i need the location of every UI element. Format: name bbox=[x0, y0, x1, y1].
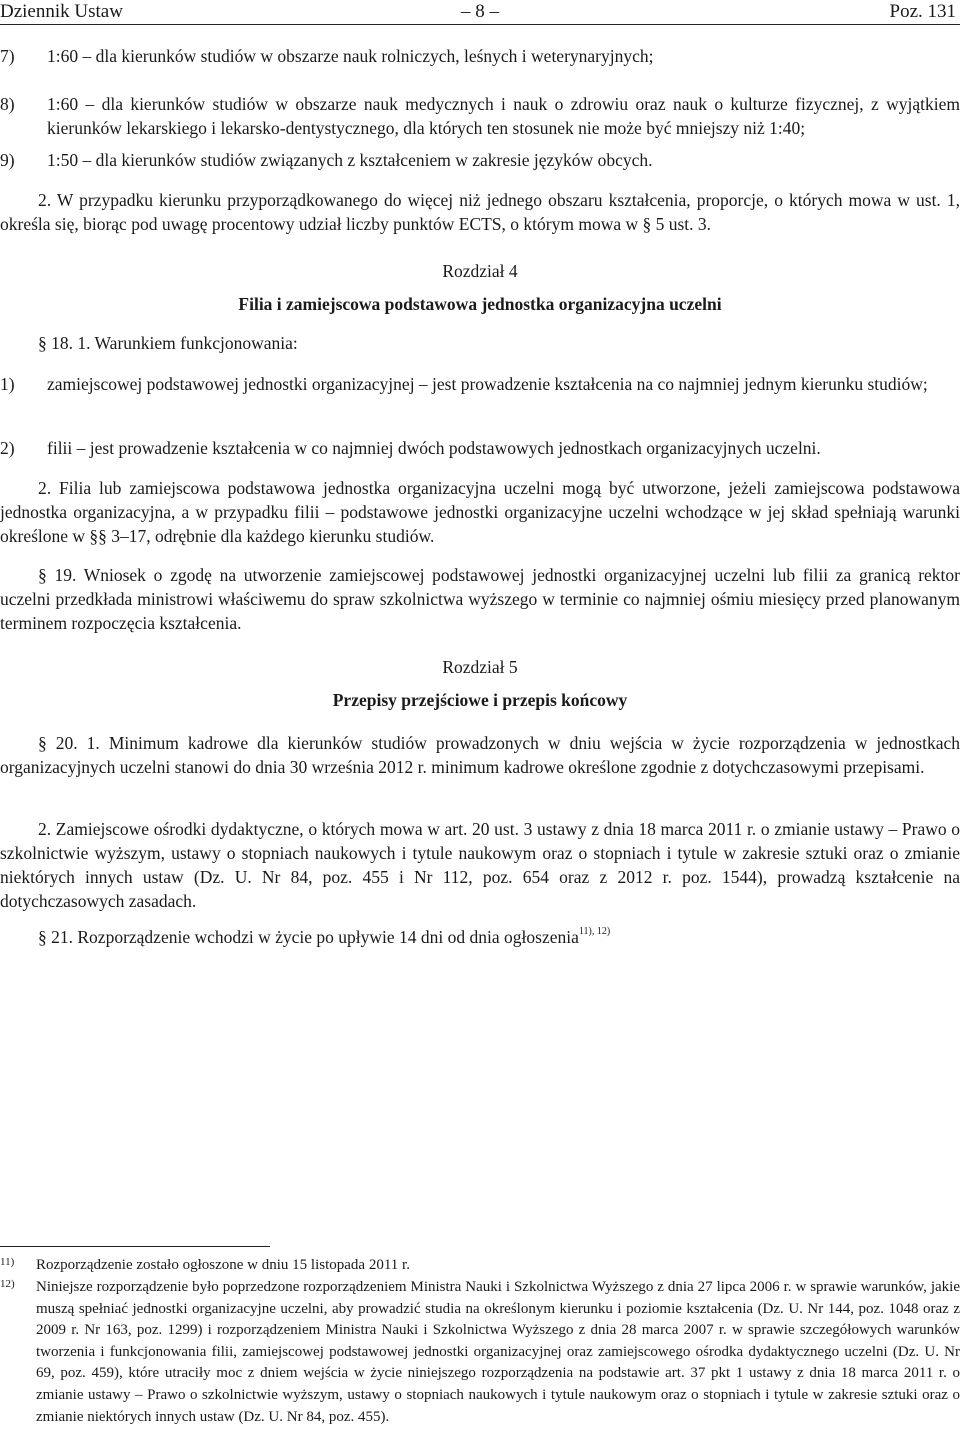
chapter-5-title: Przepisy przejściowe i przepis końcowy bbox=[332, 690, 628, 710]
footnote-divider bbox=[0, 1246, 270, 1247]
chapter-4-label: Rozdział 4 bbox=[442, 261, 518, 281]
item-text: 1:60 – dla kierunków studiów w obszarze nauk medycznych i nauk o zdrowiu oraz nauk o kulturze fizycznej, z wyjątkiem kierunków lekarskiego i lekarsko-dentystycznego, dla których ten stosunek nie może być mniejszy niż 1:40; bbox=[47, 94, 960, 138]
footnote bbox=[0, 1277, 960, 1428]
item-number: 1) bbox=[0, 374, 15, 394]
list-item bbox=[0, 436, 960, 460]
item-text: filii – jest prowadzenie kształcenia w co najmniej dwóch podstawowych jednostkach organizacyjnych uczelni. bbox=[47, 438, 821, 458]
item-number: 2) bbox=[0, 438, 15, 458]
footnote-text: Niniejsze rozporządzenie było poprzedzone rozporządzeniem Ministra Nauki i Szkolnictwa Wyższego z dnia 27 lipca 2006 r. w sprawie warunków, jakie muszą spełniać jednostki organizacyjne uczelni, aby prowadzić studia na określonym kierunku i poziomie kształcenia (Dz. U. Nr 144, poz. 1048 oraz z 2009 r. Nr 163, poz. 1299) i rozporządzeniem Ministra Nauki i Szkolnictwa Wyższego z dnia 28 marca 2007 r. w sprawie szczegółowych warunków tworzenia i funkcjonowania filii, zamiejscowej podstawowej jednostki organizacyjnej oraz zamiejscowego ośrodka dydaktycznego uczelni (Dz. U. Nr 69, poz. 459), które utraciły moc z dniem wejścia w życie niniejszego rozporządzenia na podstawie art. 37 pkt 1 ustawy z dnia 18 marca 2011 r. o zmianie ustawy – Prawo o szkolnictwie wyższym, ustawy o stopniach naukowych i tytule naukowym oraz o stopniach i tytule w zakresie sztuki oraz o zmianie niektórych innych ustaw (Dz. U. Nr 84, poz. 455). bbox=[36, 1279, 960, 1425]
chapter-4-title: Filia i zamiejscowa podstawowa jednostka organizacyjna uczelni bbox=[238, 294, 722, 314]
list-item bbox=[0, 372, 960, 396]
list-item bbox=[0, 44, 960, 68]
list-item bbox=[0, 148, 960, 172]
item-text: 1:50 – dla kierunków studiów związanych z kształceniem w zakresie języków obcych. bbox=[47, 150, 653, 170]
section-18-2: 2. Filia lub zamiejscowa podstawowa jednostka organizacyjna uczelni mogą być utworzone, jeżeli zamiejscowa podstawowa jednostka organizacyjna, a w przypadku filii – podstawowe jednostki organizacyjne uczelni wchodzące w jej skład spełniają warunki określone w §§ 3–17, odrębnie dla każdego kierunku studiów. bbox=[0, 478, 960, 546]
footnote bbox=[0, 1255, 960, 1277]
item-number: 7) bbox=[0, 46, 15, 66]
page-number: – 8 – bbox=[461, 1, 499, 22]
footnote-number: 12) bbox=[0, 1278, 15, 1290]
item-number: 8) bbox=[0, 94, 15, 114]
item-text: 1:60 – dla kierunków studiów w obszarze nauk rolniczych, leśnych i weterynaryjnych; bbox=[47, 46, 654, 66]
journal-title: Dziennik Ustaw bbox=[0, 1, 123, 22]
footnote-number: 11) bbox=[0, 1256, 15, 1268]
position-number: Poz. 131 bbox=[889, 1, 956, 22]
section-19: § 19. Wniosek o zgodę na utworzenie zamiejscowej podstawowej jednostki organizacyjnej uczelni lub filii za granicą rektor uczelni przedkłada ministrowi właściwemu do spraw szkolnictwa wyższego w terminie co najmniej ośmiu miesięcy przed planowanym terminem rozpoczęcia kształcenia. bbox=[0, 565, 960, 633]
section-18-intro: § 18. 1. Warunkiem funkcjonowania: bbox=[38, 333, 298, 353]
item-text: zamiejscowej podstawowej jednostki organizacyjnej – jest prowadzenie kształcenia na co najmniej jednym kierunku studiów; bbox=[47, 374, 928, 394]
section-21 bbox=[0, 925, 960, 949]
footnote-text: Rozporządzenie zostało ogłoszone w dniu 15 listopada 2011 r. bbox=[36, 1257, 410, 1273]
section-20-1: § 20. 1. Minimum kadrowe dla kierunków studiów prowadzonych w dniu wejścia w życie rozporządzenia w jednostkach organizacyjnych uczelni stanowi do dnia 30 września 2012 r. minimum kadrowe określone zgodnie z dotychczasowymi przepisami. bbox=[0, 733, 960, 777]
paragraph-2: 2. W przypadku kierunku przyporządkowanego do więcej niż jednego obszaru kształcenia, proporcje, o których mowa w ust. 1, określa się, biorąc pod uwagę procentowy udział liczby punktów ECTS, o którym mowa w § 5 ust. 3. bbox=[0, 190, 960, 234]
page-header bbox=[0, 0, 960, 25]
footnote-refs: 11), 12) bbox=[578, 926, 611, 937]
list-item bbox=[0, 92, 960, 140]
section-21-text: § 21. Rozporządzenie wchodzi w życie po upływie 14 dni od dnia ogłoszenia bbox=[38, 927, 579, 947]
item-number: 9) bbox=[0, 150, 15, 170]
chapter-5-label: Rozdział 5 bbox=[442, 657, 518, 677]
section-20-2: 2. Zamiejscowe ośrodki dydaktyczne, o których mowa w art. 20 ust. 3 ustawy z dnia 18 marca 2011 r. o zmianie ustawy – Prawo o szkolnictwie wyższym, ustawy o stopniach naukowych i tytule naukowym oraz o stopniach i tytule w zakresie sztuki oraz o zmianie niektórych innych ustaw (Dz. U. Nr 84, poz. 455 i Nr 112, poz. 654 oraz z 2012 r. poz. 1544), prowadzą kształcenie na dotychczasowych zasadach. bbox=[0, 819, 960, 911]
